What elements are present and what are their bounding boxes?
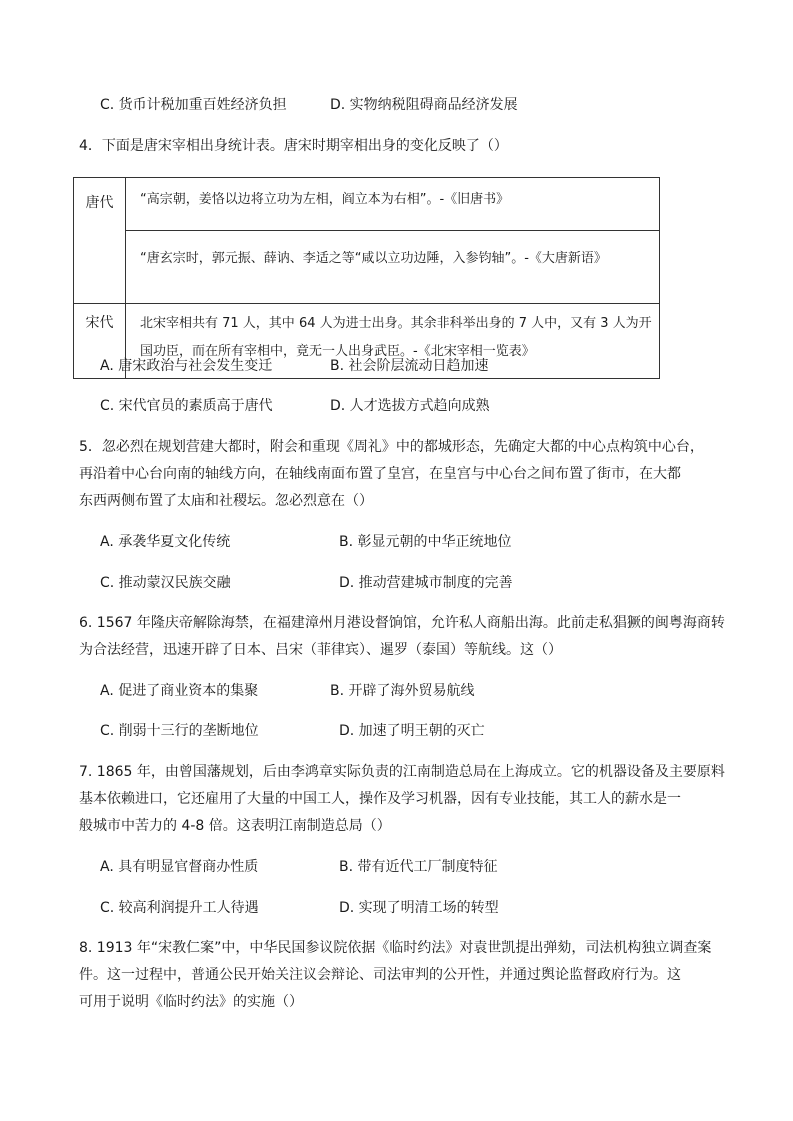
question-6-line-1: 6. 1567 年隆庆帝解除海禁，在福建漳州月港设督饷馆，允许私人商船出海。此前走私猖獗的闽粤海商转: [79, 615, 725, 631]
option-d: D. 实物纳税阻碍商品经济发展: [330, 97, 518, 113]
option-b: B. 开辟了海外贸易航线: [330, 683, 475, 699]
question-5-line-2: 再沿着中心台向南的轴线方向，在轴线南面布置了皇宫，在皇宫与中心台之间布置了街市，在大都: [79, 466, 681, 482]
song-quote: 北宋宰相共有 71 人，其中 64 人为进士出身。其余非科举出身的 7 人中，又有 3 人为开国功臣，而在所有宰相中，竟无一人出身武臣。-《北宋宰相一览表》: [126, 304, 660, 379]
question-7-line-3: 般城市中苦力的 4-8 倍。这表明江南制造总局（）: [79, 818, 391, 834]
tang-label: 唐代: [74, 178, 126, 304]
option-c: C. 推动蒙汉民族交融: [100, 575, 231, 591]
option-b: B. 彰显元朝的中华正统地位: [339, 534, 512, 550]
question-4-stem: 4．下面是唐宋宰相出身统计表。唐宋时期宰相出身的变化反映了（）: [79, 138, 508, 154]
question-7-line-1: 7. 1865 年，由曾国藩规划，后由李鸿章实际负责的江南制造总局在上海成立。它的机器设备及主要原料: [79, 764, 725, 780]
tang-quote-2: “唐玄宗时，郭元振、薛讷、李适之等“咸以立功边陲，入参钧轴”。-《大唐新语》: [126, 231, 660, 304]
song-label: 宋代: [74, 304, 126, 379]
option-b: B. 社会阶层流动日趋加速: [330, 358, 489, 374]
option-a: A. 促进了商业资本的集聚: [100, 683, 259, 699]
option-d: D. 推动营建城市制度的完善: [339, 575, 513, 591]
option-d: D. 实现了明清工场的转型: [339, 900, 499, 916]
option-a: A. 具有明显官督商办性质: [100, 859, 259, 875]
question-5-line-3: 东西两侧布置了太庙和社稷坛。忽必烈意在（）: [79, 493, 373, 509]
question-7-line-2: 基本依赖进口，它还雇用了大量的中国工人，操作及学习机器，因有专业技能，其工人的薪水是一: [79, 791, 681, 807]
option-d: D. 人才选拔方式趋向成熟: [330, 398, 490, 414]
question-8-line-1: 8. 1913 年“宋教仁案”中，中华民国参议院依据《临时约法》对袁世凯提出弹劾，司法机构独立调查案: [79, 940, 712, 956]
question-6-line-2: 为合法经营，迅速开辟了日本、吕宋（菲律宾）、暹罗（泰国）等航线。这（）: [79, 642, 562, 658]
option-c: C. 宋代官员的素质高于唐代: [100, 398, 273, 414]
question-8-line-3: 可用于说明《临时约法》的实施（）: [79, 994, 303, 1010]
source-table: [73, 177, 660, 379]
question-8-line-2: 件。这一过程中，普通公民开始关注议会辩论、司法审判的公开性，并通过舆论监督政府行为。这: [79, 967, 681, 983]
option-a: A. 唐宋政治与社会发生变迁: [100, 358, 273, 374]
tang-quote-1: “高宗朝，姜恪以边将立功为左相，阎立本为右相”。-《旧唐书》: [126, 178, 660, 231]
option-d: D. 加速了明王朝的灭亡: [339, 723, 485, 739]
option-c: C. 削弱十三行的垄断地位: [100, 723, 259, 739]
option-c: C. 较高利润提升工人待遇: [100, 900, 259, 916]
option-c: C. 货币计税加重百姓经济负担: [100, 97, 287, 113]
option-b: B. 带有近代工厂制度特征: [339, 859, 498, 875]
question-5-line-1: 5．忽必烈在规划营建大都时，附会和重现《周礼》中的都城形态，先确定大都的中心点构筑中心台，: [79, 439, 704, 455]
option-a: A. 承袭华夏文化传统: [100, 534, 231, 550]
